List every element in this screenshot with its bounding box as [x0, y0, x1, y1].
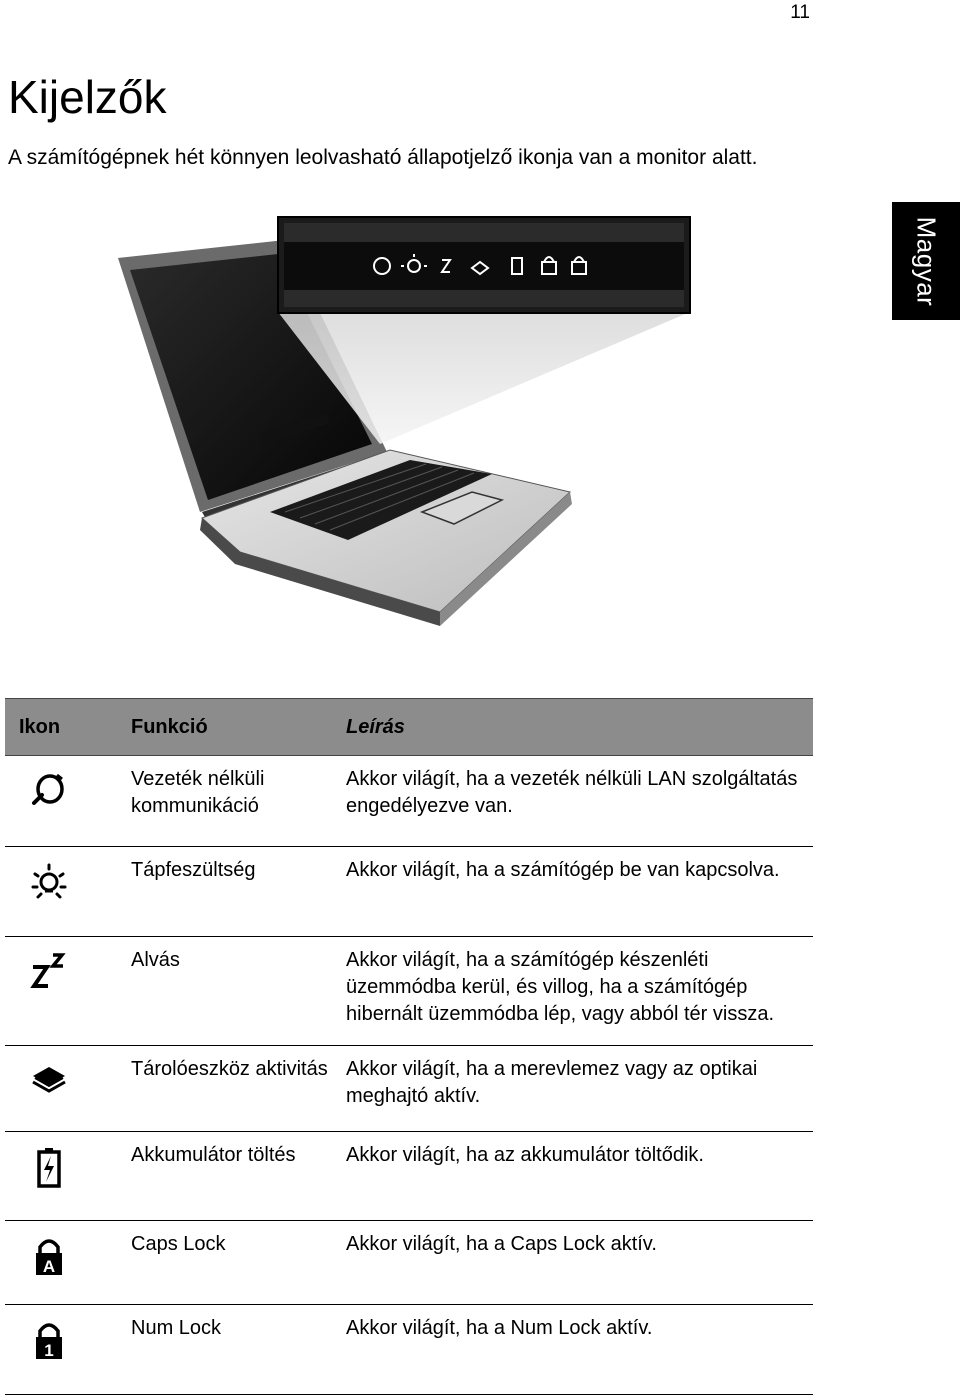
description-text: Akkor világít, ha a merevlemez vagy az optikai meghajtó aktív.	[346, 1046, 813, 1132]
power-icon	[29, 861, 131, 901]
language-tab-label: Magyar	[911, 216, 942, 306]
table-row	[5, 1132, 813, 1221]
table-row	[5, 1305, 813, 1395]
function-label: Alvás	[131, 937, 346, 1046]
description-text: Akkor világít, ha a számítógép be van kapcsolva.	[346, 847, 813, 937]
intro-paragraph: A számítógépnek hét könnyen leolvasható állapotjelző ikonja van a monitor alatt.	[8, 146, 758, 169]
caps-lock-icon	[29, 1235, 131, 1279]
page-title: Kijelzők	[8, 71, 167, 123]
description-text: Akkor világít, ha a Num Lock aktív.	[346, 1305, 813, 1395]
table-row	[5, 1046, 813, 1132]
wireless-icon	[29, 770, 131, 810]
sleep-icon	[29, 951, 131, 991]
language-tab	[892, 202, 960, 320]
function-label: Vezeték nélküli kommunikáció	[131, 756, 346, 847]
description-text: Akkor világít, ha a Caps Lock aktív.	[346, 1221, 813, 1305]
svg-text:1: 1	[44, 1341, 54, 1360]
function-label: Tápfeszültség	[131, 847, 346, 937]
description-text: Akkor világít, ha az akkumulátor töltődik.	[346, 1132, 813, 1221]
page-number: 11	[790, 2, 810, 23]
table-header-row	[5, 699, 813, 756]
header-description: Leírás	[346, 699, 813, 756]
media-activity-icon	[29, 1060, 131, 1100]
description-text: Akkor világít, ha a vezeték nélküli LAN szolgáltatás engedélyezve van.	[346, 756, 813, 847]
indicator-table	[5, 698, 813, 1395]
header-function: Funkció	[131, 699, 346, 756]
function-label: Caps Lock	[131, 1221, 346, 1305]
function-label: Num Lock	[131, 1305, 346, 1395]
header-icon: Ikon	[5, 699, 131, 756]
table-row	[5, 756, 813, 847]
table-row	[5, 847, 813, 937]
battery-icon	[29, 1146, 131, 1190]
description-text: Akkor világít, ha a számítógép készenléti üzemmódba kerül, és villog, ha a számítógép hibernált üzemmódba lép, vagy abból tér vissza.	[346, 937, 813, 1046]
laptop-illustration	[110, 212, 710, 642]
svg-text:A: A	[42, 1257, 56, 1276]
table-row	[5, 1221, 813, 1305]
function-label: Akkumulátor töltés	[131, 1132, 346, 1221]
num-lock-icon	[29, 1319, 131, 1363]
table-row	[5, 937, 813, 1046]
function-label: Tárolóeszköz aktivitás	[131, 1046, 346, 1132]
